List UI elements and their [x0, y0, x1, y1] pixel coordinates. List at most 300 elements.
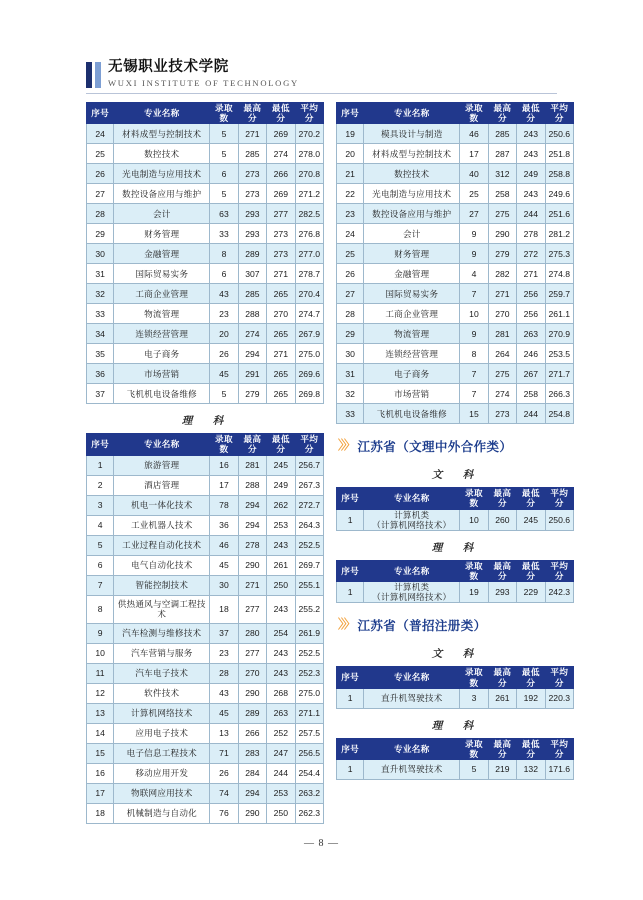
cell-name: 数控设备应用与维护	[114, 184, 210, 204]
cell-avg: 251.8	[545, 144, 573, 164]
cell-min: 243	[267, 595, 295, 623]
cell-no: 7	[87, 575, 114, 595]
cell-name: 智能控制技术	[114, 575, 210, 595]
cell-no: 12	[87, 683, 114, 703]
cell-no: 31	[337, 364, 364, 384]
cell-max: 275	[488, 204, 516, 224]
cell-count: 20	[210, 324, 238, 344]
cell-no: 8	[87, 595, 114, 623]
cell-max: 312	[488, 164, 516, 184]
cell-count: 45	[210, 364, 238, 384]
cell-no: 18	[87, 803, 114, 823]
cell-no: 30	[87, 244, 114, 264]
cell-min: 263	[267, 703, 295, 723]
cell-name: 汽车检测与维修技术	[114, 623, 210, 643]
cell-no: 28	[337, 304, 364, 324]
table-row	[87, 535, 324, 555]
chevron-right-triple-icon: 〉〉〉	[338, 438, 353, 453]
cell-avg: 259.7	[545, 284, 573, 304]
cell-max: 288	[238, 475, 266, 495]
cell-max: 274	[238, 324, 266, 344]
cell-avg: 242.3	[545, 582, 573, 603]
table-row	[87, 643, 324, 663]
cell-min: 249	[517, 164, 545, 184]
cell-count: 63	[210, 204, 238, 224]
cell-name: 工业机器人技术	[114, 515, 210, 535]
cell-avg: 266.3	[545, 384, 573, 404]
cell-max: 307	[238, 264, 266, 284]
table-header-row	[87, 103, 324, 124]
cell-max: 285	[238, 284, 266, 304]
cell-count: 15	[460, 404, 488, 424]
cell-no: 28	[87, 204, 114, 224]
cell-min: 262	[267, 495, 295, 515]
cell-name: 会计	[364, 224, 460, 244]
cell-avg: 270.4	[295, 284, 323, 304]
cell-min: 250	[267, 803, 295, 823]
table-row	[87, 144, 324, 164]
cell-min: 265	[267, 384, 295, 404]
table-left-continued	[86, 102, 324, 404]
cell-max: 293	[488, 582, 516, 603]
table-puzhao-like	[336, 738, 574, 780]
table-row	[87, 304, 324, 324]
cell-count: 13	[210, 723, 238, 743]
cell-count: 8	[210, 244, 238, 264]
section-title-text: 江苏省（普招注册类）	[357, 619, 487, 634]
cell-avg: 271.1	[295, 703, 323, 723]
table-row	[337, 384, 574, 404]
cell-no: 5	[87, 535, 114, 555]
cell-avg: 267.3	[295, 475, 323, 495]
cell-name: 计算机网络技术	[114, 703, 210, 723]
table-zhongwai-like	[336, 560, 574, 604]
cell-count: 28	[210, 663, 238, 683]
cell-max: 283	[238, 743, 266, 763]
cell-count: 16	[210, 455, 238, 475]
cell-name: 数控设备应用与维护	[364, 204, 460, 224]
cell-count: 43	[210, 284, 238, 304]
cell-min: 273	[267, 244, 295, 264]
table-row	[337, 509, 574, 530]
table-header-row	[87, 434, 324, 455]
cell-max: 270	[238, 663, 266, 683]
cell-name: 模具设计与制造	[364, 124, 460, 144]
cell-min: 252	[267, 723, 295, 743]
table-row	[87, 803, 324, 823]
cell-min: 249	[267, 475, 295, 495]
table-row	[337, 244, 574, 264]
cell-count: 9	[460, 324, 488, 344]
cell-no: 16	[87, 763, 114, 783]
cell-max: 277	[238, 643, 266, 663]
table-row	[87, 703, 324, 723]
cell-count: 25	[460, 184, 488, 204]
cell-name: 财务管理	[114, 224, 210, 244]
cell-avg: 220.3	[545, 688, 573, 708]
cell-max: 282	[488, 264, 516, 284]
cell-name: 连锁经营管理	[114, 324, 210, 344]
cell-max: 281	[488, 324, 516, 344]
cell-no: 29	[87, 224, 114, 244]
cell-avg: 275.3	[545, 244, 573, 264]
cell-name: 电子商务	[114, 344, 210, 364]
table-row	[337, 164, 574, 184]
cell-avg: 257.5	[295, 723, 323, 743]
cell-no: 1	[337, 688, 364, 708]
cell-max: 293	[238, 204, 266, 224]
col-header-count: 录取数	[210, 434, 238, 455]
cell-min: 247	[267, 743, 295, 763]
cell-min: 243	[517, 184, 545, 204]
cell-avg: 267.9	[295, 324, 323, 344]
col-header-no: 序号	[337, 560, 364, 581]
cell-name: 材料成型与控制技术	[114, 124, 210, 144]
table-row	[87, 555, 324, 575]
cell-no: 23	[337, 204, 364, 224]
col-header-avg: 平均分	[545, 560, 573, 581]
cell-count: 6	[210, 264, 238, 284]
cell-max: 273	[238, 184, 266, 204]
table-right-continued	[336, 102, 574, 424]
page-header	[86, 60, 299, 88]
cell-count: 9	[460, 224, 488, 244]
section-heading-puzhao	[336, 603, 574, 637]
cell-no: 25	[87, 144, 114, 164]
cell-name: 电子商务	[364, 364, 460, 384]
cell-name: 数控技术	[114, 144, 210, 164]
cell-min: 244	[267, 763, 295, 783]
cell-max: 279	[488, 244, 516, 264]
cell-count: 36	[210, 515, 238, 535]
cell-name: 直升机驾驶技术	[364, 688, 460, 708]
cell-avg: 253.5	[545, 344, 573, 364]
table-row	[337, 688, 574, 708]
cell-avg: 269.7	[295, 555, 323, 575]
cell-min: 272	[517, 244, 545, 264]
cell-avg: 255.1	[295, 575, 323, 595]
subject-label-wenke-zhongwai: 文 科	[431, 470, 479, 482]
cell-min: 245	[267, 455, 295, 475]
cell-min: 253	[267, 783, 295, 803]
cell-max: 293	[238, 224, 266, 244]
table-row	[337, 582, 574, 603]
cell-min: 278	[517, 224, 545, 244]
table-row	[337, 324, 574, 344]
cell-min: 256	[517, 284, 545, 304]
cell-name: 应用电子技术	[114, 723, 210, 743]
cell-min: 244	[517, 404, 545, 424]
cell-max: 264	[488, 344, 516, 364]
cell-count: 46	[460, 124, 488, 144]
table-row	[87, 204, 324, 224]
chevron-right-triple-icon: 〉〉〉	[338, 617, 353, 632]
school-name-chinese: 无锡职业技术学院	[108, 59, 229, 75]
table-header-row	[337, 488, 574, 509]
cell-count: 4	[460, 264, 488, 284]
cell-min: 270	[267, 304, 295, 324]
cell-min: 271	[267, 344, 295, 364]
cell-avg: 282.5	[295, 204, 323, 224]
cell-max: 275	[488, 364, 516, 384]
cell-min: 269	[267, 124, 295, 144]
cell-no: 11	[87, 663, 114, 683]
cell-name: 市场营销	[364, 384, 460, 404]
cell-count: 5	[210, 184, 238, 204]
cell-min: 258	[517, 384, 545, 404]
col-header-min: 最低分	[517, 488, 545, 509]
cell-count: 10	[460, 304, 488, 324]
cell-min: 229	[517, 582, 545, 603]
left-column	[86, 102, 324, 824]
cell-avg: 270.9	[545, 324, 573, 344]
cell-avg: 271.2	[295, 184, 323, 204]
table-row	[87, 384, 324, 404]
cell-count: 5	[210, 144, 238, 164]
cell-no: 2	[87, 475, 114, 495]
cell-no: 1	[337, 509, 364, 530]
cell-avg: 274.7	[295, 304, 323, 324]
col-header-max: 最高分	[238, 434, 266, 455]
cell-min: 266	[267, 164, 295, 184]
cell-name: 光电制造与应用技术	[364, 184, 460, 204]
table-row	[337, 124, 574, 144]
cell-max: 290	[238, 803, 266, 823]
cell-no: 31	[87, 264, 114, 284]
header-divider	[86, 93, 557, 94]
cell-max: 287	[488, 144, 516, 164]
cell-count: 18	[210, 595, 238, 623]
cell-max: 258	[488, 184, 516, 204]
table-row	[337, 184, 574, 204]
cell-no: 1	[87, 455, 114, 475]
cell-max: 274	[488, 384, 516, 404]
cell-min: 267	[517, 364, 545, 384]
cell-count: 6	[210, 164, 238, 184]
cell-name: 电气自动化技术	[114, 555, 210, 575]
cell-no: 20	[337, 144, 364, 164]
table-row	[87, 575, 324, 595]
cell-min: 261	[267, 555, 295, 575]
cell-max: 270	[488, 304, 516, 324]
cell-name: 连锁经营管理	[364, 344, 460, 364]
cell-max: 288	[238, 304, 266, 324]
cell-name: 计算机类 （计算机网络技术）	[364, 582, 460, 603]
cell-count: 7	[460, 384, 488, 404]
cell-max: 278	[238, 535, 266, 555]
col-header-count: 录取数	[460, 488, 488, 509]
cell-avg: 261.9	[295, 623, 323, 643]
cell-name: 金融管理	[364, 264, 460, 284]
cell-avg: 270.8	[295, 164, 323, 184]
table-puzhao-wenke	[336, 666, 574, 708]
cell-max: 260	[488, 509, 516, 530]
cell-name: 工业过程自动化技术	[114, 535, 210, 555]
cell-avg: 255.2	[295, 595, 323, 623]
cell-avg: 262.3	[295, 803, 323, 823]
table-header-row	[337, 667, 574, 688]
institution-logo-icon	[86, 62, 101, 88]
table-row	[337, 364, 574, 384]
col-header-no: 序号	[87, 434, 114, 455]
cell-min: 274	[267, 144, 295, 164]
cell-avg: 263.2	[295, 783, 323, 803]
cell-max: 261	[488, 688, 516, 708]
cell-no: 24	[87, 124, 114, 144]
cell-count: 45	[210, 555, 238, 575]
cell-count: 5	[460, 759, 488, 779]
table-row	[337, 204, 574, 224]
col-header-min: 最低分	[267, 434, 295, 455]
cell-count: 26	[210, 763, 238, 783]
col-header-avg: 平均分	[545, 738, 573, 759]
cell-name: 材料成型与控制技术	[364, 144, 460, 164]
cell-max: 280	[238, 623, 266, 643]
cell-no: 33	[337, 404, 364, 424]
table-row	[87, 623, 324, 643]
cell-name: 电子信息工程技术	[114, 743, 210, 763]
table-row	[87, 515, 324, 535]
cell-avg: 269.6	[295, 364, 323, 384]
cell-max: 290	[238, 555, 266, 575]
cell-no: 10	[87, 643, 114, 663]
cell-min: 243	[267, 663, 295, 683]
cell-count: 76	[210, 803, 238, 823]
cell-max: 277	[238, 595, 266, 623]
cell-max: 271	[238, 124, 266, 144]
col-header-avg: 平均分	[545, 103, 573, 124]
cell-max: 289	[238, 244, 266, 264]
cell-no: 1	[337, 759, 364, 779]
cell-max: 294	[238, 515, 266, 535]
table-row	[87, 783, 324, 803]
cell-min: 245	[517, 509, 545, 530]
cell-count: 40	[460, 164, 488, 184]
cell-avg: 271.7	[545, 364, 573, 384]
col-header-avg: 平均分	[545, 667, 573, 688]
cell-no: 27	[337, 284, 364, 304]
cell-avg: 254.8	[545, 404, 573, 424]
cell-max: 271	[488, 284, 516, 304]
subject-label-like-puzhao: 理 科	[431, 720, 479, 732]
cell-avg: 249.6	[545, 184, 573, 204]
cell-count: 33	[210, 224, 238, 244]
section-heading-zhongwai	[336, 424, 574, 458]
col-header-avg: 平均分	[295, 103, 323, 124]
cell-max: 294	[238, 783, 266, 803]
cell-max: 273	[238, 164, 266, 184]
col-header-avg: 平均分	[295, 434, 323, 455]
cell-no: 36	[87, 364, 114, 384]
table-row	[87, 364, 324, 384]
cell-name: 财务管理	[364, 244, 460, 264]
cell-count: 23	[210, 304, 238, 324]
cell-name: 旅游管理	[114, 455, 210, 475]
cell-count: 9	[460, 244, 488, 264]
table-row	[337, 344, 574, 364]
table-row	[337, 304, 574, 324]
col-header-name: 专业名称	[364, 103, 460, 124]
cell-no: 30	[337, 344, 364, 364]
cell-avg: 250.6	[545, 124, 573, 144]
cell-avg: 281.2	[545, 224, 573, 244]
cell-count: 5	[210, 124, 238, 144]
table-row	[87, 344, 324, 364]
cell-min: 243	[517, 124, 545, 144]
col-header-name: 专业名称	[364, 738, 460, 759]
cell-max: 281	[238, 455, 266, 475]
cell-no: 34	[87, 324, 114, 344]
table-header-row	[337, 560, 574, 581]
cell-max: 271	[238, 575, 266, 595]
cell-avg: 275.0	[295, 683, 323, 703]
col-header-max: 最高分	[488, 667, 516, 688]
cell-min: 254	[267, 623, 295, 643]
table-header-row	[337, 738, 574, 759]
cell-no: 24	[337, 224, 364, 244]
cell-avg: 252.3	[295, 663, 323, 683]
cell-avg: 264.3	[295, 515, 323, 535]
cell-count: 10	[460, 509, 488, 530]
cell-name: 汽车电子技术	[114, 663, 210, 683]
col-header-max: 最高分	[488, 560, 516, 581]
table-zhongwai-wenke	[336, 487, 574, 531]
cell-name: 飞机机电设备维修	[364, 404, 460, 424]
cell-name: 飞机机电设备维修	[114, 384, 210, 404]
cell-name: 工商企业管理	[364, 304, 460, 324]
cell-no: 25	[337, 244, 364, 264]
table-row	[337, 284, 574, 304]
cell-min: 269	[267, 184, 295, 204]
cell-name: 物流管理	[114, 304, 210, 324]
table-left-like	[86, 433, 324, 823]
cell-no: 37	[87, 384, 114, 404]
cell-avg: 269.8	[295, 384, 323, 404]
institution-name-block	[108, 60, 299, 87]
table-row	[87, 723, 324, 743]
table-row	[337, 264, 574, 284]
cell-count: 26	[210, 344, 238, 364]
cell-name: 直升机驾驶技术	[364, 759, 460, 779]
cell-min: 243	[267, 535, 295, 555]
cell-name: 会计	[114, 204, 210, 224]
col-header-min: 最低分	[517, 103, 545, 124]
cell-no: 4	[87, 515, 114, 535]
col-header-avg: 平均分	[545, 488, 573, 509]
col-header-min: 最低分	[267, 103, 295, 124]
cell-count: 3	[460, 688, 488, 708]
cell-avg: 278.0	[295, 144, 323, 164]
cell-name: 汽车营销与服务	[114, 643, 210, 663]
cell-no: 32	[87, 284, 114, 304]
cell-name: 数控技术	[364, 164, 460, 184]
col-header-min: 最低分	[517, 667, 545, 688]
col-header-name: 专业名称	[114, 434, 210, 455]
cell-avg: 258.8	[545, 164, 573, 184]
cell-name: 酒店管理	[114, 475, 210, 495]
cell-name: 计算机类 （计算机网络技术）	[364, 509, 460, 530]
cell-avg: 256.5	[295, 743, 323, 763]
cell-min: 256	[517, 304, 545, 324]
cell-no: 26	[87, 164, 114, 184]
table-row	[87, 475, 324, 495]
cell-avg: 252.5	[295, 535, 323, 555]
cell-name: 国际贸易实务	[114, 264, 210, 284]
cell-max: 290	[488, 224, 516, 244]
cell-no: 15	[87, 743, 114, 763]
cell-min: 253	[267, 515, 295, 535]
cell-count: 7	[460, 364, 488, 384]
